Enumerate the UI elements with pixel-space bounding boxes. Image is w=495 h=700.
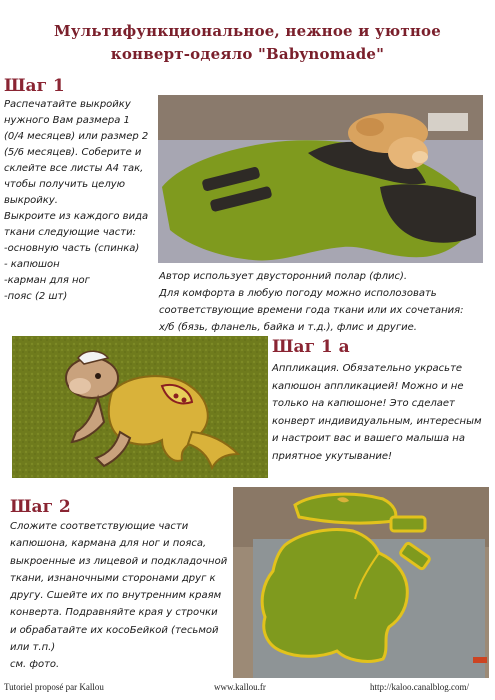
- step1-photo-drawing: [158, 95, 483, 263]
- step1-text-line-5: склейте все листы А4 так,: [4, 163, 144, 174]
- step1-text-line-1: Распечатайте выкройку: [4, 99, 131, 110]
- step1-caption-line-1: Автор использует двусторонний полар (флис).: [159, 271, 408, 282]
- footer-blog-link[interactable]: http://kaloo.canalblog.com/: [370, 682, 469, 692]
- step1-caption-line-4: х/б (бязь, фланель, байка и т.д.), флис и другие.: [159, 322, 417, 333]
- step1a-text-line-6: приятное укутывание!: [272, 450, 393, 462]
- step2-text-line-9: см. фото.: [10, 659, 60, 671]
- step1-caption-line-3: соответствующие времени года ткани или их сочетания:: [159, 305, 464, 316]
- step1a-text: [272, 360, 492, 465]
- step1-text-line-9: ткани следующие части:: [4, 227, 136, 238]
- step1a-text-line-1: Аппликация. Обязательно украсьте: [272, 363, 463, 374]
- step1-text-line-7: выкройку.: [4, 195, 58, 206]
- step1-text-line-13: -пояс (2 шт): [4, 291, 68, 302]
- step2-text-line-8: или т.п.): [10, 642, 56, 654]
- step1-text-line-10: -основную часть (спинка): [4, 243, 140, 254]
- step2-text-line-3: выкроенные из лицевой и подкладочной: [10, 555, 228, 567]
- step1-heading: Шаг 1: [4, 76, 65, 96]
- applique-photo: [12, 336, 268, 478]
- step2-text: [10, 518, 232, 674]
- step2-photo-drawing: [233, 487, 489, 678]
- step2-photo: [233, 487, 489, 678]
- document-title: [0, 20, 495, 66]
- title-line-2: конверт-одеяло "Babynomade": [110, 45, 385, 63]
- step2-text-line-5: другу. Сшейте их по внутренним краям: [10, 590, 222, 602]
- step1-text-line-3: (0/4 месяцев) или размер 2: [4, 131, 149, 142]
- step1-caption: [159, 268, 489, 336]
- step2-text-line-2: капюшона, кармана для ног и пояса,: [10, 538, 207, 550]
- footer-site[interactable]: www.kallou.fr: [214, 682, 266, 692]
- title-line-1: Мультифункциональное, нежное и уютное: [54, 22, 441, 40]
- step1-photo: [158, 95, 483, 263]
- step1-text-line-6: чтобы получить целую: [4, 179, 126, 190]
- step2-text-line-4: ткани, изнаночными сторонами друг к: [10, 572, 216, 584]
- step1a-text-line-5: и настроит вас и вашего малыша на: [272, 433, 465, 444]
- step2-text-line-6: конверта. Подравняйте края у строчки: [10, 607, 218, 619]
- step2-text-line-1: Сложите соответствующие части: [10, 521, 189, 532]
- footer-credit: Tutoriel proposé par Kallou: [4, 682, 104, 692]
- step1-text: [4, 97, 156, 305]
- step1a-text-line-4: конверт индивидуальным, интересным: [272, 415, 482, 427]
- step1-text-line-2: нужного Вам размера 1: [4, 115, 130, 126]
- step2-heading: Шаг 2: [10, 497, 71, 517]
- step1-text-line-4: (5/6 месяцев). Соберите и: [4, 147, 142, 158]
- step1a-heading: Шаг 1 а: [272, 337, 350, 357]
- step2-text-line-7: и обрабатайте их косоБейкой (тесьмой: [10, 624, 219, 636]
- step1a-text-line-3: только на капюшоне! Это сделает: [272, 398, 455, 409]
- step1-text-line-11: - капюшон: [4, 259, 60, 270]
- step1-text-line-12: -карман для ног: [4, 275, 90, 286]
- step1a-text-line-2: капюшон аппликацией! Можно и не: [272, 380, 464, 392]
- step1-text-line-8: Выкроите из каждого вида: [4, 211, 149, 222]
- step1-caption-line-2: Для комфорта в любую погоду можно исполозовать: [159, 288, 437, 299]
- applique-photo-drawing: [12, 336, 268, 478]
